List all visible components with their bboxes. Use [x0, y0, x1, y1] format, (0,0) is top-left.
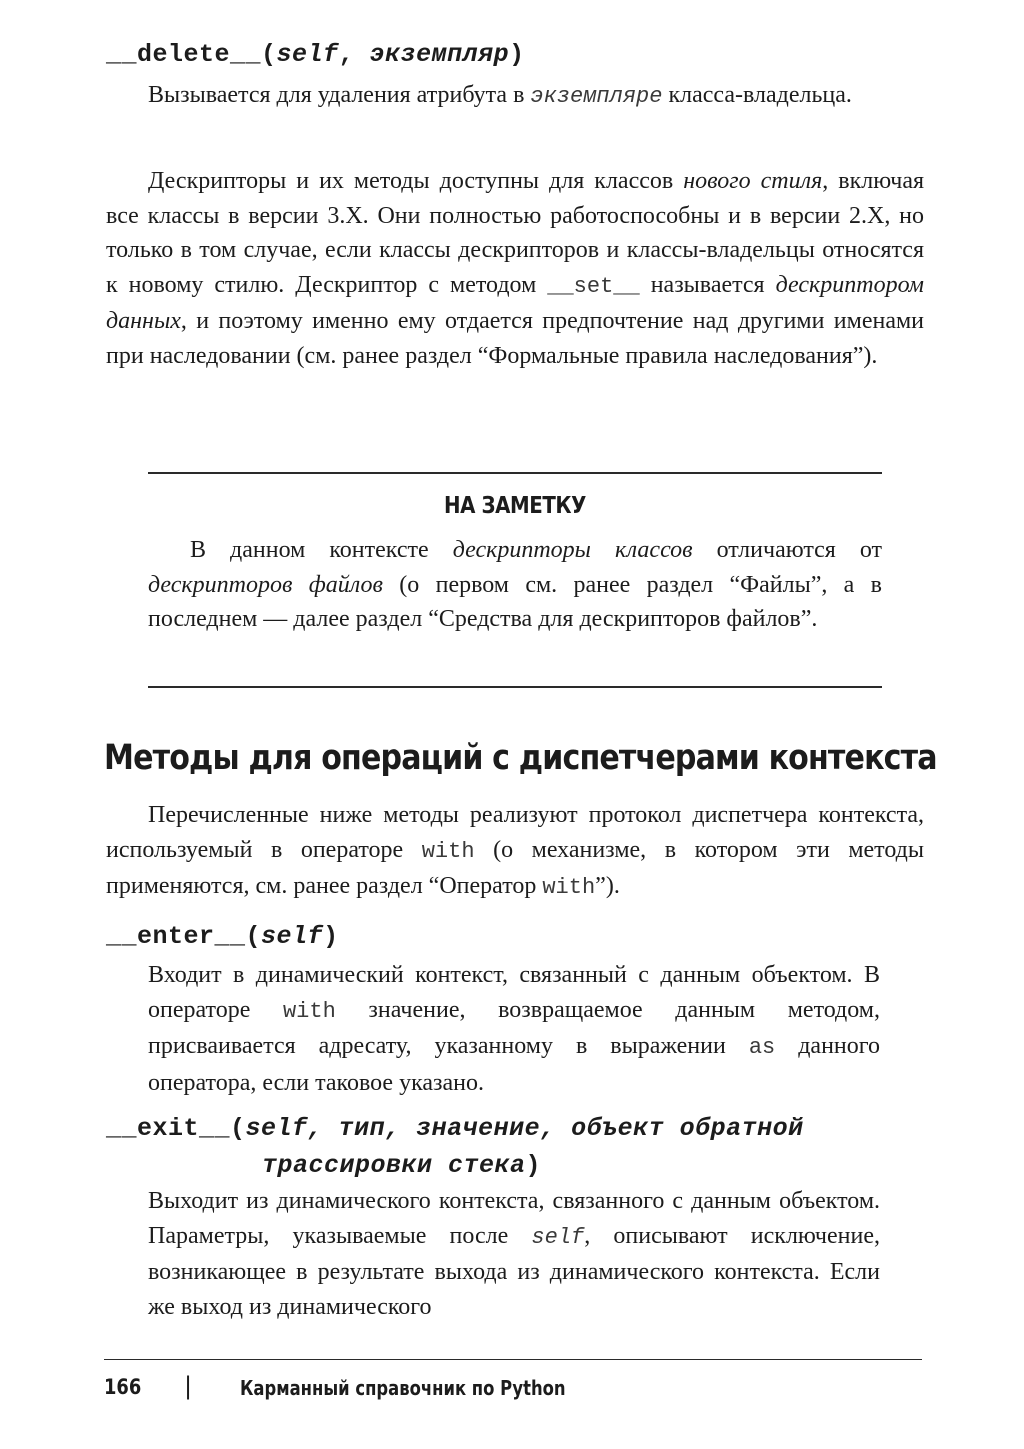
text: (о механизме, в котором эти методы применяются, см. ранее раздел “Оператор [106, 836, 924, 899]
paren: ) [323, 922, 339, 951]
italic-term: дескрипторы классов [452, 537, 693, 563]
code-term: экземпляре [530, 84, 663, 109]
note-bottom-rule [148, 686, 882, 688]
book-title: Карманный справочник по Python [240, 1376, 566, 1400]
exit-method-signature [106, 1114, 804, 1143]
delete-method-signature [106, 40, 525, 69]
text: класса-владельца. [662, 82, 852, 108]
param-self: self [261, 922, 324, 951]
param-instance: экземпляр [369, 40, 510, 69]
footer-separator: | [184, 1372, 193, 1400]
delete-method-name: __delete__ [106, 40, 262, 69]
paren: ) [509, 40, 525, 69]
text: Дескрипторы и их методы доступны для классов [148, 168, 684, 194]
paren: ( [245, 922, 262, 951]
code-term: with [542, 875, 596, 900]
text: , описывают исключение, возникающее в результате выхода из динамического контекста. Если же выход из динамического [148, 1222, 880, 1320]
text: , и поэтому именно ему отдается предпочтение над другими именами при наследовании (см. ранее раздел “Формальные правила наследования”). [106, 308, 924, 369]
enter-method-signature [106, 922, 339, 951]
paren: ( [230, 1114, 246, 1143]
param-self: self [276, 40, 339, 69]
text: Перечисленные ниже методы реализуют протокол диспетчера контекста, используемый в операторе [106, 802, 924, 863]
text: отличаются от [692, 537, 883, 563]
separator: , [338, 40, 370, 69]
exit-method-name: __exit__ [106, 1114, 231, 1143]
text: называется [639, 271, 776, 298]
code-term: __set__ [547, 273, 640, 299]
text: Выходит из динамического контекста, связанного с данным объектом. Параметры, указываемые после [148, 1188, 880, 1249]
note-top-rule [148, 472, 882, 474]
exit-params-line2: трассировки стека [262, 1151, 526, 1180]
text: , включая все классы в версии 3.X. Они полностью работоспособны и в версии 2.X, но только в том случае, если классы дескрипторов и классы-владельцы относятся к новому стилю. Дескриптор с методом [106, 168, 925, 298]
enter-method-name: __enter__ [106, 922, 246, 951]
text: данного оператора, если таковое указано. [148, 1033, 880, 1096]
paren: ) [525, 1151, 542, 1180]
context-managers-intro [106, 798, 924, 906]
footer-rule [104, 1359, 922, 1360]
page-number: 166 [104, 1375, 142, 1399]
section-heading: Методы для операций с диспетчерами контекста [104, 738, 937, 778]
italic-term: дескриптором данных [106, 271, 924, 334]
code-term: with [282, 998, 336, 1024]
code-term: as [748, 1035, 776, 1060]
note-title: НА ЗАМЕТКУ [444, 493, 586, 519]
italic-term: дескрипторов файлов [148, 571, 383, 598]
text: В данном контексте [190, 537, 453, 563]
enter-method-description [148, 958, 880, 1100]
italic-term: нового стиля [683, 168, 823, 194]
text: Входит в динамический контекст, связанный с данным объектом. В операторе [148, 962, 880, 1023]
note-text [148, 533, 882, 637]
paren: ( [261, 40, 277, 69]
exit-params-line1: self, тип, значение, объект обратной [245, 1114, 804, 1143]
code-term: with [421, 838, 475, 864]
text: Вызывается для удаления атрибута в [148, 82, 531, 108]
text: (о первом см. ранее раздел “Файлы”, а в последнем — далее раздел “Средства для дескрипторов файлов”. [148, 571, 882, 632]
exit-method-signature-cont [262, 1151, 541, 1180]
delete-method-description [148, 78, 890, 115]
descriptors-paragraph [106, 164, 924, 373]
exit-method-description [148, 1184, 880, 1324]
text: значение, возвращаемое данным методом, присваивается адресату, указанному в выражении [148, 996, 880, 1059]
code-term: self [531, 1224, 585, 1250]
text: ”). [595, 873, 620, 899]
